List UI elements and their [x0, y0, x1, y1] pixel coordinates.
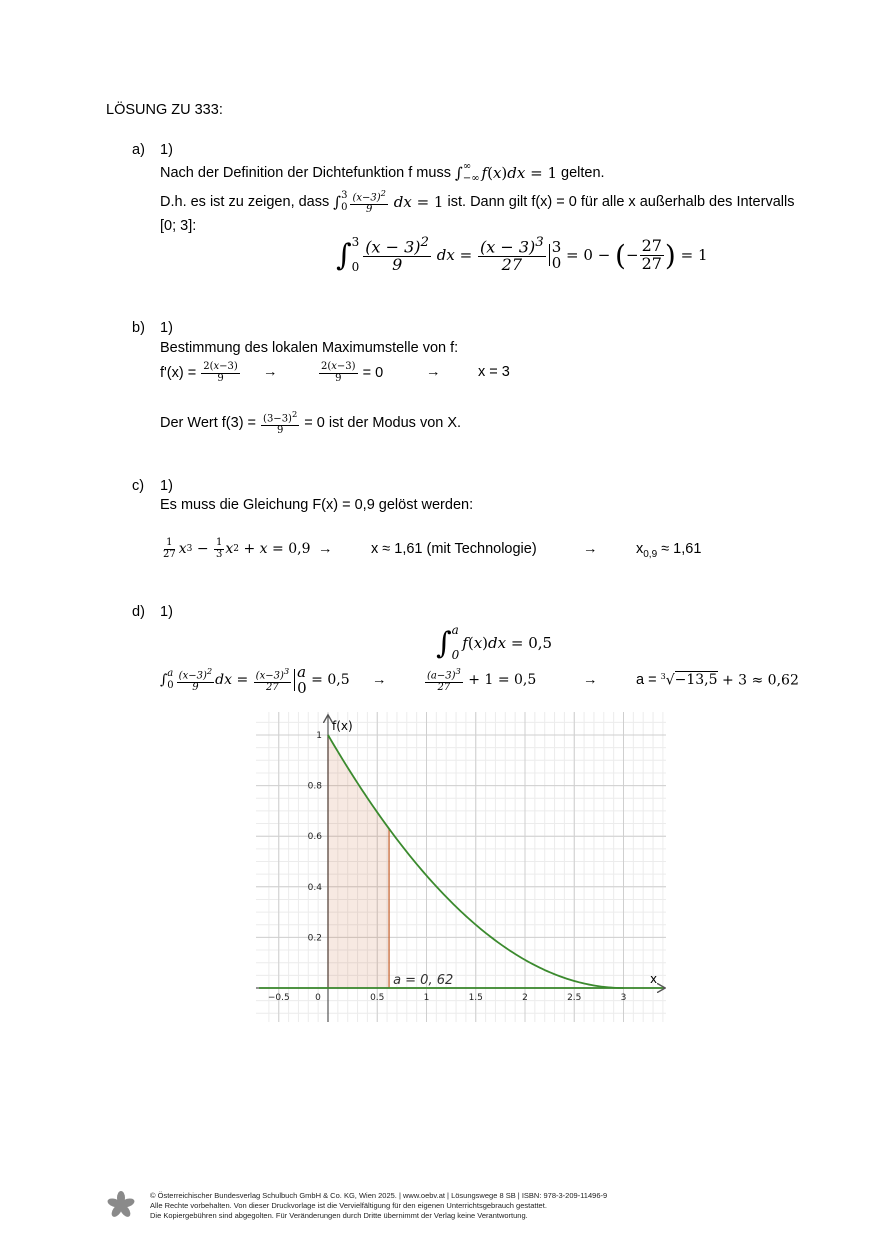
x-tick-label: 1 — [423, 993, 430, 1003]
y-tick-label: 0.4 — [307, 882, 322, 893]
equals-zero: = 0 — [362, 365, 384, 381]
part-a-label: a) — [132, 142, 145, 158]
part-a-line1: Nach der Definition der Dichtefunktion f muss ∫ ∞ −∞ f ( x ) dx = 1 gelten. — [160, 161, 605, 184]
x-tick-label: 2.5 — [567, 993, 582, 1003]
part-a-line1-post: gelten. — [561, 165, 605, 181]
y-tick-label: 1 — [316, 731, 322, 741]
footer-line1: © Österreichischer Bundesverlag Schulbuch GmbH & Co. KG, Wien 2025. | www.oebv.at | Lösungswege 8 SB | ISBN: 978-3-209-11496-9 — [150, 1191, 608, 1200]
footer-line3: Die Kopiergebühren sind abgegolten. Für Veränderungen durch Dritte übernimmt der Verlag keine Verantwortung. — [150, 1211, 528, 1220]
arrow: → — [583, 541, 598, 557]
x-tick-label: 1.5 — [468, 993, 483, 1003]
evaluation-bar: 3 0 — [547, 239, 562, 272]
cube-root: $^3$√−13,5 + 3 ≈ 0,62 — [660, 671, 799, 689]
fraction: $\frac{2(x-3)}{9}$ — [321, 361, 356, 384]
part-d-equation2: $\frac{(a-3)^3}{27}$ + 1 = 0,5 — [427, 665, 537, 693]
footer-line2: Alle Rechte vorbehalten. Von dieser Druckvorlage ist die Vervielfältigung für den eigenen Unterrichtsgebrauch gestattet. — [150, 1201, 547, 1210]
part-c-number: 1) — [160, 478, 173, 494]
x-tick-label: 0.5 — [370, 993, 385, 1003]
part-d-center-equation: ∫ a 0 f ( x ) dx = 0,5 — [436, 622, 552, 664]
annotation-label: a = 0, 62 — [393, 973, 454, 988]
part-a-number: 1) — [160, 142, 173, 158]
part-b-number: 1) — [160, 320, 173, 336]
density-chart — [256, 712, 666, 1022]
part-b-label: b) — [132, 320, 145, 336]
part-c-result — [636, 541, 701, 560]
y-tick-label: 0.8 — [307, 781, 322, 792]
part-c-label: c) — [132, 478, 145, 494]
x-tick-label: 2 — [522, 993, 528, 1003]
fraction: $\frac{(x-3)^2}{9}$ — [178, 665, 213, 693]
part-a-line2: D.h. es ist zu zeigen, dass ∫ 3 0 $\frac{(x-3)^2}{9}$ dx = 1 ist. Dann gilt f(x) = 0 für alle x außerhalb des Intervalls — [160, 187, 795, 215]
arrow: → — [372, 672, 387, 688]
integral-limits: a 0 — [451, 622, 460, 662]
result-pre: a = — [636, 672, 657, 688]
part-b-setzero — [318, 358, 383, 388]
part-d-equation1: ∫ a 0 $\frac{(x-3)^2}{9}$ dx = $\frac{(x-3)^3}{27}$ a 0 = 0,5 — [160, 662, 350, 697]
integral-sign: ∫ — [336, 237, 352, 273]
fraction: $\frac{(x-3)^2}{9}$ — [352, 187, 386, 215]
page-title: LÖSUNG ZU 333: — [106, 102, 223, 118]
fraction: $\frac{27}{27}$ — [641, 235, 662, 273]
integral-improper: ∫ — [454, 164, 463, 182]
y-tick-label: 0.6 — [307, 832, 322, 843]
part-d-result — [636, 666, 799, 694]
modus-post: = 0 ist der Modus von X. — [304, 415, 462, 431]
result-var: x — [636, 541, 644, 557]
arrow: → — [426, 364, 441, 380]
part-c-line1: Es muss die Gleichung F(x) = 0,9 gelöst werden: — [160, 497, 474, 513]
x-tick-label: 0 — [315, 993, 321, 1003]
part-a-line1-text: Nach der Definition der Dichtefunktion f muss — [160, 165, 451, 181]
integral-limits: ∞ −∞ — [462, 161, 480, 184]
evaluation-bar: a 0 — [292, 664, 307, 697]
footer — [150, 1191, 607, 1221]
result-sub: 0,9 — [643, 548, 658, 560]
fraction: $\frac{(x - 3)^2}{9}$ — [365, 235, 430, 275]
integral-limits: a 0 — [167, 668, 174, 691]
part-d-label: d) — [132, 604, 145, 620]
part-c-equation: $\frac{1}{27}$ x 3 − $\frac{1}{3}$ x 2 + x = 0,9 — [163, 537, 311, 560]
fraction: $\frac{(x-3)^3}{27}$ — [255, 665, 290, 693]
y-axis-label: f(x) — [332, 719, 353, 733]
part-d-number: 1) — [160, 604, 173, 620]
x-axis-label: x — [650, 972, 658, 986]
x-tick-label: −0.5 — [267, 993, 290, 1003]
integral-limits: 3 0 — [351, 234, 360, 274]
part-b-line1: Bestimmung des lokalen Maximumstelle von f: — [160, 340, 459, 356]
part-a-line2-post: ist. Dann gilt f(x) = 0 für alle x außerhalb des Intervalls — [447, 194, 795, 210]
part-a-line3: [0; 3]: — [160, 218, 197, 234]
part-a-line2-text: D.h. es ist zu zeigen, dass — [160, 194, 330, 210]
integral-sign: ∫ — [333, 193, 342, 211]
integral-limits: 3 0 — [341, 190, 348, 213]
fraction: $\frac{2(x-3)}{9}$ — [203, 361, 238, 384]
fraction: $\frac{(x - 3)^3}{27}$ — [479, 235, 544, 275]
integral-sign: ∫ — [436, 625, 452, 661]
fraction: $\frac{1}{3}$ — [216, 537, 223, 560]
part-c-mid: x ≈ 1,61 (mit Technologie) — [371, 541, 537, 557]
modus-pre: Der Wert f(3) = — [160, 415, 257, 431]
part-a-display-equation: ∫ 3 0 $\frac{(x - 3)^2}{9}$ dx = $\frac{(x - 3)^3}{27}$ 3 0 = 0 − ( − $\frac{27}{27}$ ) = 1 — [336, 234, 708, 276]
fraction: $\frac{(3-3)^2}{9}$ — [263, 408, 298, 436]
integral-sign: ∫ — [160, 672, 168, 688]
arrow: → — [318, 541, 333, 557]
y-tick-label: 0.2 — [307, 933, 322, 944]
x-tick-label: 3 — [620, 993, 627, 1003]
part-b-result: x = 3 — [478, 364, 510, 380]
arrow: → — [583, 672, 598, 688]
publisher-logo-icon — [106, 1190, 136, 1220]
arrow: → — [263, 364, 278, 380]
fraction: $\frac{(a-3)^3}{27}$ — [427, 665, 461, 693]
result-val: ≈ 1,61 — [661, 541, 702, 557]
derivative-lhs: f'(x) = — [160, 365, 197, 381]
fraction: $\frac{1}{27}$ — [163, 537, 176, 560]
integrand-fx: f — [481, 164, 488, 182]
part-b-modus — [160, 408, 461, 438]
part-b-derivative — [160, 358, 241, 388]
